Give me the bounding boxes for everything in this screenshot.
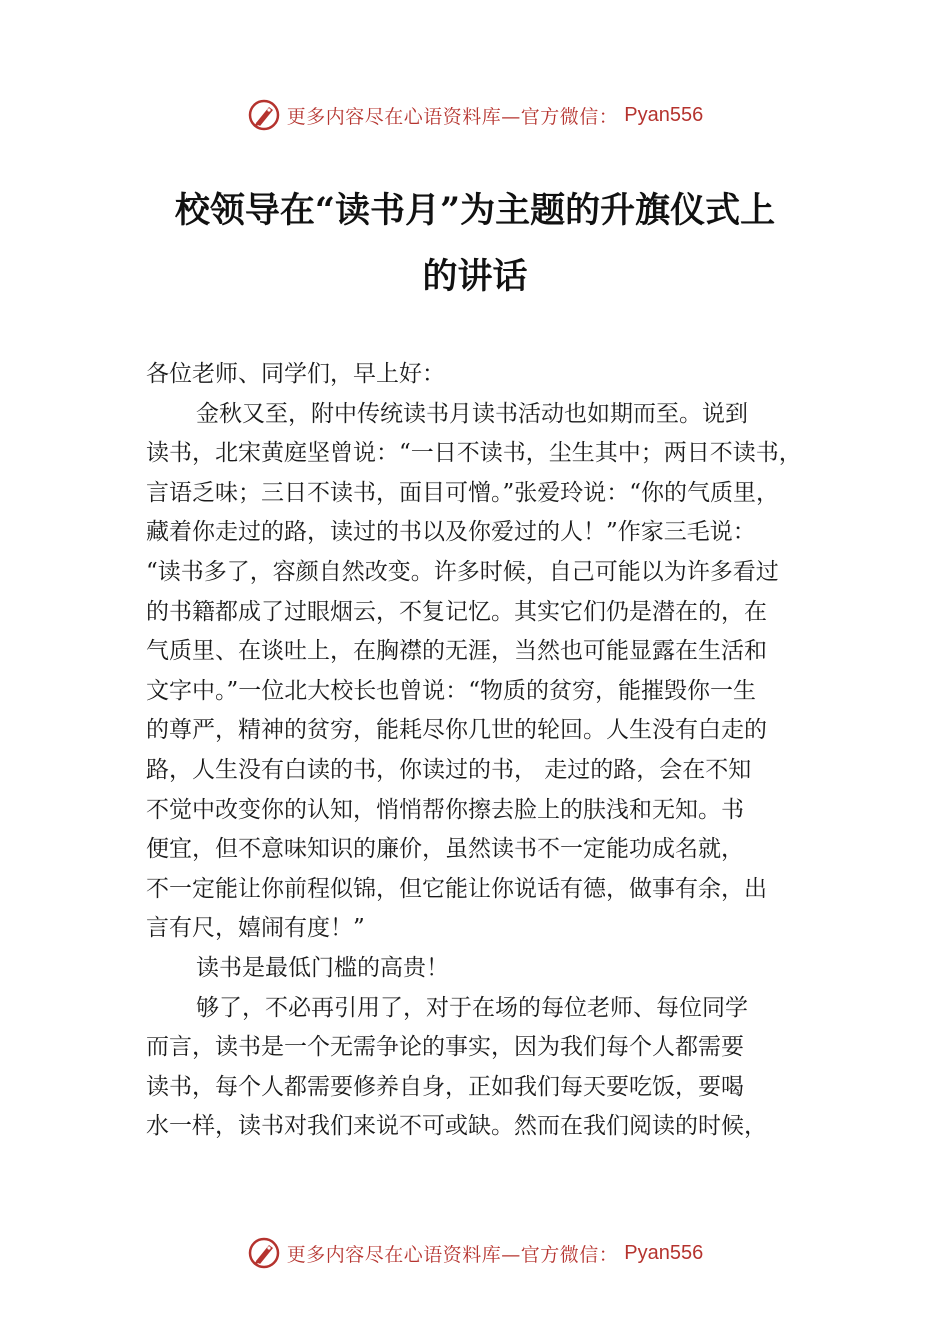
paragraph-line: “读书多了，容颜自然改变。许多时候，自己可能以为许多看过 (146, 558, 779, 585)
paragraph-line: 气质里、在谈吐上，在胸襟的无涯，当然也可能显露在生活和 (146, 638, 767, 665)
footer-banner (0, 1233, 950, 1273)
paragraph-line: 便宜，但不意味知识的廉价，虽然读书不一定能功成名就， (146, 836, 744, 863)
paragraph-line: 读书，北宋黄庭坚曾说：“一日不读书，尘生其中；两日不读书， (146, 440, 802, 467)
greeting-line: 各位老师、同学们，早上好： (146, 361, 445, 387)
paragraph-line: 路，人生没有白读的书，你读过的书， 走过的路，会在不知 (146, 756, 752, 783)
title-line-2: 的讲话 (422, 256, 528, 297)
paragraph-line: 够了，不必再引用了，对于在场的每位老师、每位同学 (196, 994, 748, 1021)
pen-nib-logo-icon (247, 98, 281, 132)
paragraph-line: 而言，读书是一个无需争论的事实，因为我们每个人都需要 (146, 1034, 744, 1061)
paragraph-line: 不一定能让你前程似锦，但它能让你说话有德，做事有余，出 (146, 875, 767, 902)
document-body (146, 355, 846, 1147)
paragraph-line: 言有尺，嬉闹有度！” (146, 915, 365, 942)
paragraph-line: 的尊严，精神的贫穷，能耗尽你几世的轮回。人生没有白走的 (146, 717, 767, 744)
paragraph-line: 不觉中改变你的认知，悄悄帮你擦去脸上的肤浅和无知。书 (146, 796, 744, 823)
document-title (100, 178, 850, 310)
paragraph-line: 水一样，读书对我们来说不可或缺。然而在我们阅读的时候， (146, 1113, 767, 1140)
paragraph-line: 的书籍都成了过眼烟云，不复记忆。其实它们仍是潜在的，在 (146, 598, 767, 625)
header-banner (0, 95, 950, 135)
header-wechat-id: Pyan556 (624, 103, 704, 126)
paragraph-line: 文字中。”一位北大校长也曾说：“物质的贫穷，能摧毁你一生 (146, 677, 757, 704)
footer-wechat-id: Pyan556 (624, 1241, 704, 1264)
paragraph-line: 读书是最低门槛的高贵！ (196, 954, 449, 981)
paragraph-line: 藏着你走过的路，读过的书以及你爱过的人！”作家三毛说： (146, 519, 756, 546)
footer-banner-text: 更多内容尽在心语资料库—官方微信： (286, 1243, 619, 1266)
paragraph-line: 读书，每个人都需要修养自身，正如我们每天要吃饭，要喝 (146, 1073, 744, 1100)
header-banner-text: 更多内容尽在心语资料库—官方微信： (286, 105, 619, 128)
paragraph-line: 金秋又至，附中传统读书月读书活动也如期而至。说到 (196, 400, 748, 427)
title-line-1: 校领导在“读书月”为主题的升旗仪式上 (174, 190, 776, 231)
paragraph-line: 言语乏味；三日不读书，面目可憎。”张爱玲说：“你的气质里， (146, 479, 780, 506)
pen-nib-logo-icon (247, 1236, 281, 1270)
